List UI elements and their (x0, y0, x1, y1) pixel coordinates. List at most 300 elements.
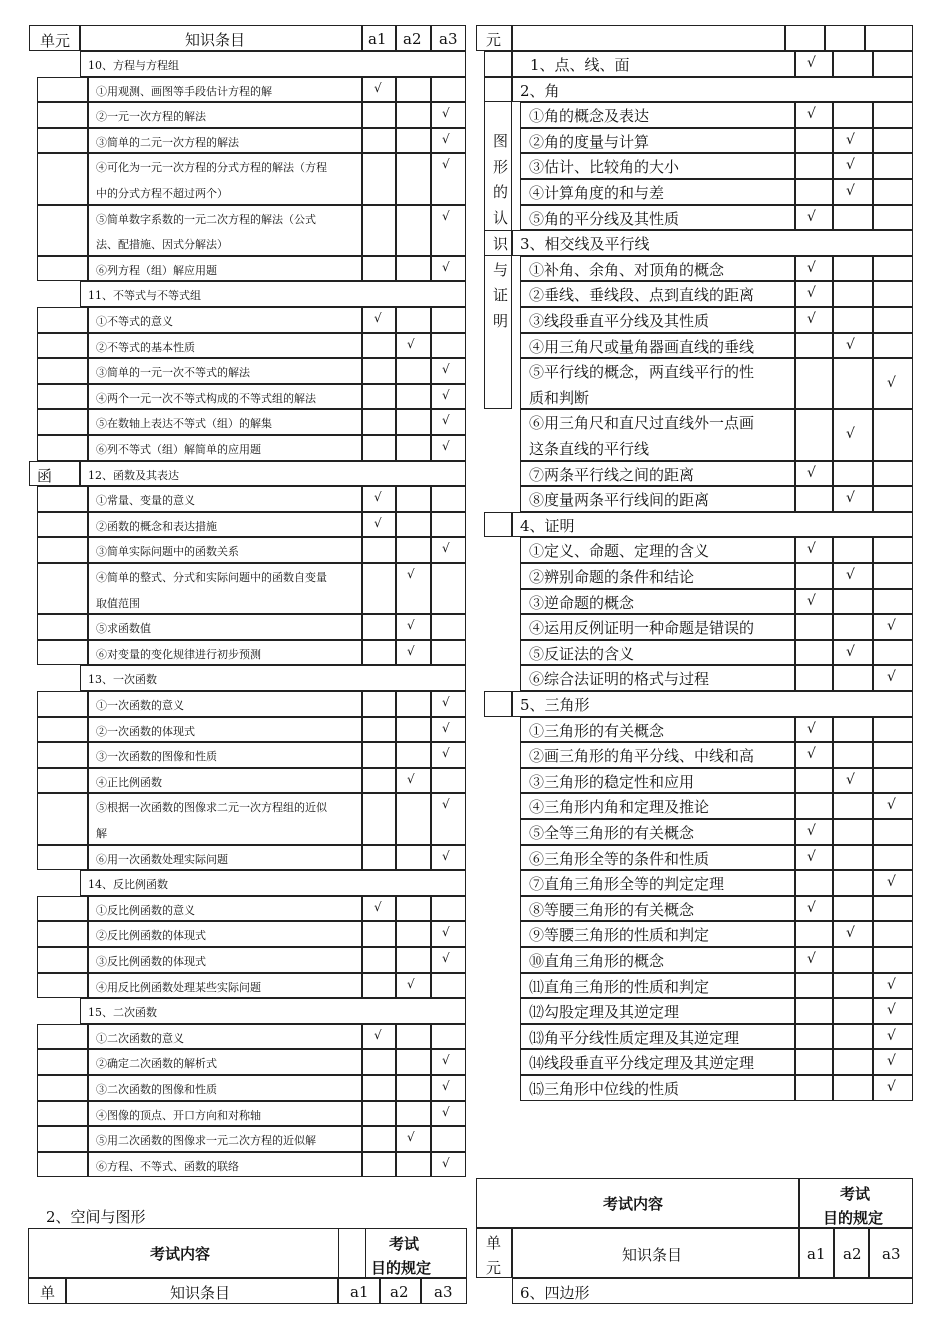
group-title: 11、不等式与不等式组 (88, 289, 201, 303)
row-a2-cell (833, 742, 873, 768)
row-item-text: 这条直线的平行线 (529, 440, 650, 458)
check-mark: √ (887, 1027, 896, 1044)
check-mark: √ (807, 848, 816, 865)
check-mark: √ (807, 285, 816, 302)
check-mark: √ (807, 208, 816, 225)
row-a3-cell (431, 768, 466, 794)
check-mark: √ (442, 259, 450, 274)
row-a3-cell (873, 947, 913, 973)
row-a3-cell (431, 486, 466, 512)
row-a2-cell (396, 1049, 431, 1075)
check-mark: √ (807, 720, 816, 737)
row-indent-cell (37, 307, 88, 333)
row-a1-cell (795, 973, 833, 999)
check-mark: √ (442, 541, 450, 556)
check-mark: √ (442, 439, 450, 453)
row-item-text: ⑩直角三角形的概念 (529, 952, 665, 970)
row-item-text: ③简单实际问题中的函数关系 (96, 545, 239, 559)
bottom-left-content-label: 考试内容 (150, 1245, 211, 1263)
group-unit-cell (484, 51, 512, 77)
row-item-text: ⑧度量两条平行线间的距离 (529, 491, 710, 510)
row-item-text: ④计算角度的和与差 (529, 184, 665, 202)
row-item-text: ⒀角平分线性质定理及其逆定理 (529, 1028, 740, 1047)
check-mark: √ (442, 720, 450, 735)
row-indent-cell (37, 384, 88, 410)
row-indent-cell (37, 1126, 88, 1152)
row-item-text: ④简单的整式、分式和实际问题中的函数自变量 (96, 571, 327, 584)
row-item-text: ④运用反例证明一种命题是错误的 (529, 619, 755, 638)
row-item-text: ③一次函数的图像和性质 (96, 750, 217, 764)
row-item-text: ①二次函数的意义 (96, 1031, 184, 1045)
row-item-text: ④两个一元一次不等式构成的不等式组的解法 (96, 391, 316, 405)
row-a2-cell (396, 307, 431, 333)
check-mark: √ (887, 375, 896, 391)
check-mark: √ (887, 1002, 896, 1019)
row-a1-cell (795, 179, 833, 205)
row-a3-cell (873, 128, 913, 154)
row-a3-cell (873, 563, 913, 589)
row-a2-cell (833, 870, 873, 896)
bottom-left-unit: 单 (40, 1284, 56, 1302)
row-indent-cell (37, 793, 88, 844)
check-mark: √ (807, 823, 816, 839)
row-a3-cell (873, 896, 913, 922)
row-a1-cell (362, 691, 396, 717)
bottom-left-a3: a3 (434, 1283, 453, 1301)
check-mark: √ (887, 797, 896, 814)
row-item-text: ⑤用二次函数的图像求一元二次方程的近似解 (96, 1134, 316, 1148)
check-mark: √ (442, 387, 450, 402)
row-a2-cell (396, 1101, 431, 1127)
bottom-left-item: 知识条目 (170, 1284, 231, 1302)
check-mark: √ (442, 157, 450, 172)
row-item-text: ⑥综合法证明的格式与过程 (529, 670, 710, 689)
row-item-text: ③二次函数的图像和性质 (96, 1083, 217, 1096)
row-indent-cell (37, 333, 88, 359)
check-mark: √ (407, 771, 415, 786)
row-a3-cell (431, 512, 466, 538)
row-item-text: 取值范围 (96, 596, 140, 610)
row-a3-cell (431, 973, 466, 999)
row-a1-cell (795, 921, 833, 947)
group-title: 12、函数及其表达 (88, 468, 179, 482)
row-indent-cell (37, 358, 88, 384)
row-a3-cell (873, 256, 913, 282)
check-mark: √ (374, 80, 382, 95)
row-a3-cell (873, 461, 913, 487)
row-a1-cell (795, 665, 833, 691)
row-a1-cell (795, 486, 833, 512)
check-mark: √ (807, 106, 816, 123)
row-indent-cell (37, 1152, 88, 1178)
row-item-text: ④用反比例函数处理某些实际问题 (96, 980, 261, 994)
bottom-right-rule-label-2: 目的规定 (823, 1209, 884, 1227)
check-mark: √ (374, 490, 382, 505)
check-mark: √ (846, 771, 855, 788)
header-a3-label: a3 (439, 30, 458, 48)
row-item-text: ④三角形内角和定理及推论 (529, 798, 710, 817)
row-item-text: ②函数的概念和表达措施 (96, 519, 217, 533)
row-item-text: ②垂线、垂线段、点到直线的距离 (529, 286, 755, 305)
row-a2-cell (833, 205, 873, 231)
row-a2-cell (396, 896, 431, 922)
row-a2-cell (833, 819, 873, 845)
header-a2-label: a2 (403, 30, 422, 48)
row-indent-cell (37, 973, 88, 999)
group-title: 3、相交线及平行线 (520, 235, 650, 254)
row-a1-cell (362, 1126, 396, 1152)
check-mark: √ (442, 951, 450, 965)
row-item-text: 解 (96, 827, 107, 840)
check-mark: √ (846, 336, 855, 353)
row-a3-cell (431, 1126, 466, 1152)
row-item-text: ⑥对变量的变化规律进行初步预测 (96, 647, 261, 661)
group-title: 1、点、线、面 (530, 56, 630, 74)
row-indent-cell (37, 1075, 88, 1101)
row-a3-cell (431, 896, 466, 922)
row-a3-cell (873, 205, 913, 231)
row-item-text: ④图像的顶点、开口方向和对称轴 (96, 1108, 261, 1122)
row-a3-cell (873, 742, 913, 768)
row-a2-cell (396, 845, 431, 871)
check-mark: √ (846, 183, 855, 199)
check-mark: √ (442, 746, 450, 761)
row-item-text: ②一次函数的体现式 (96, 724, 195, 738)
check-mark: √ (442, 208, 450, 223)
check-mark: √ (442, 362, 450, 377)
group-title: 10、方程与方程组 (88, 59, 179, 72)
row-a1-cell (795, 128, 833, 154)
row-item-text: ⑤求函数值 (96, 622, 151, 636)
row-a1-cell (362, 358, 396, 384)
header-unit-label: 单元 (40, 32, 71, 50)
row-indent-cell (37, 435, 88, 461)
group-title: 4、证明 (520, 516, 575, 535)
check-mark: √ (887, 1079, 896, 1095)
row-a2-cell (833, 1024, 873, 1050)
row-item-text: ①用观测、画图等手段估计方程的解 (96, 84, 272, 98)
row-a2-cell (833, 973, 873, 999)
group-title: 14、反比例函数 (88, 878, 168, 892)
row-item-text: ①不等式的意义 (96, 315, 173, 328)
row-item-text: ⒁线段垂直平分线定理及其逆定理 (529, 1054, 755, 1073)
row-a3-cell (873, 819, 913, 845)
check-mark: √ (807, 592, 816, 609)
row-a1-cell (795, 640, 833, 666)
row-a3-cell (873, 153, 913, 179)
row-item-text: ②反比例函数的体现式 (96, 929, 206, 943)
check-mark: √ (442, 106, 450, 121)
row-a2-cell (396, 205, 431, 256)
row-a1-cell (362, 1075, 396, 1101)
row-item-text: ③线段垂直平分线及其性质 (529, 312, 710, 330)
side-label-char: 明 (493, 311, 509, 330)
row-indent-cell (37, 77, 88, 103)
row-indent-cell (37, 537, 88, 563)
check-mark: √ (807, 55, 816, 71)
row-a2-cell (396, 256, 431, 282)
row-a1-cell (362, 563, 396, 614)
side-label-char: 形 (493, 157, 509, 176)
check-mark: √ (846, 567, 855, 583)
row-item-text: ⑤反证法的含义 (529, 644, 635, 663)
header-item-label: 知识条目 (185, 31, 246, 49)
row-indent-cell (37, 1049, 88, 1075)
row-item-text: ③三角形的稳定性和应用 (529, 772, 695, 791)
row-indent-cell (37, 896, 88, 922)
row-item-text: ⑥方程、不等式、函数的联络 (96, 1159, 239, 1173)
check-mark: √ (442, 1104, 450, 1119)
row-a3-cell (873, 486, 913, 512)
row-item-text: ⑥用一次函数处理实际问题 (96, 852, 228, 866)
row-item-text: ②不等式的基本性质 (96, 340, 195, 354)
row-a2-cell (833, 1075, 873, 1101)
row-item-text: ②辨别命题的条件和结论 (529, 568, 695, 586)
row-a2-cell (396, 1075, 431, 1101)
row-a1-cell (362, 768, 396, 794)
check-mark: √ (807, 541, 816, 558)
group-unit-cell (484, 691, 512, 717)
check-mark: √ (807, 746, 816, 763)
row-a3-cell (873, 921, 913, 947)
row-item-text: ③估计、比较角的大小 (529, 158, 680, 177)
row-a1-cell (795, 409, 833, 460)
row-a3-cell (873, 307, 913, 333)
row-a2-cell (833, 793, 873, 819)
check-mark: √ (407, 618, 415, 633)
group-title: 5、三角形 (520, 696, 590, 714)
row-a2-cell (396, 742, 431, 768)
row-item-text: ⑦两条平行线之间的距离 (529, 465, 695, 484)
check-mark: √ (442, 1155, 450, 1170)
row-a1-cell (795, 1024, 833, 1050)
bottom-right-a2: a2 (843, 1245, 862, 1263)
row-a1-cell (362, 205, 396, 256)
side-label-char: 图 (493, 132, 509, 150)
row-a1-cell (362, 921, 396, 947)
check-mark: √ (407, 567, 415, 581)
row-item-text: ②画三角形的角平分线、中线和高 (529, 747, 755, 766)
row-item-text: ④可化为一元一次方程的分式方程的解法（方程 (96, 161, 327, 175)
row-a1-cell (795, 768, 833, 794)
row-item-text: ⑤平行线的概念，两直线平行的性 (529, 363, 755, 382)
row-item-text: ⒂三角形中位线的性质 (529, 1080, 680, 1098)
bottom-left-rule-label-1: 考试 (389, 1235, 420, 1253)
row-item-text: ①常量、变量的意义 (96, 494, 195, 508)
row-a2-cell (396, 947, 431, 973)
check-mark: √ (407, 336, 415, 351)
row-a2-cell (833, 358, 873, 409)
row-a2-cell (833, 461, 873, 487)
row-indent-cell (37, 845, 88, 871)
row-item-text: ⑥用三角尺和直尺过直线外一点画 (529, 414, 755, 433)
row-a2-cell (833, 947, 873, 973)
row-a2-cell (396, 717, 431, 743)
header-a3-cell (865, 25, 913, 51)
row-a3-cell (873, 409, 913, 460)
row-a1-cell (795, 1049, 833, 1075)
row-a3-cell (873, 537, 913, 563)
row-a3-cell (431, 307, 466, 333)
row-item-text: ①补角、余角、对顶角的概念 (529, 260, 725, 279)
check-mark: √ (807, 464, 816, 481)
check-mark: √ (374, 311, 382, 325)
bottom-right-a3: a3 (882, 1245, 901, 1263)
row-indent-cell (37, 563, 88, 614)
side-label-char: 函 (37, 466, 53, 485)
row-a2-cell (396, 77, 431, 103)
check-mark: √ (846, 643, 855, 660)
row-a2-cell (833, 256, 873, 282)
check-mark: √ (442, 695, 450, 709)
check-mark: √ (407, 1130, 415, 1145)
header-a2-cell (825, 25, 865, 51)
row-a3-cell (431, 614, 466, 640)
row-a1-cell (795, 614, 833, 640)
row-a2-cell (396, 512, 431, 538)
row-a1-cell (362, 537, 396, 563)
side-label-char: 认 (493, 209, 509, 228)
row-item-text: ⑤简单数字系数的一元二次方程的解法（公式 (96, 212, 316, 226)
check-mark: √ (442, 413, 450, 428)
row-indent-cell (37, 256, 88, 282)
row-a2-cell (396, 409, 431, 435)
row-item-text: ②角的度量与计算 (529, 132, 650, 151)
row-a3-cell (431, 333, 466, 359)
row-a2-cell (396, 793, 431, 844)
row-indent-cell (37, 102, 88, 128)
row-item-text: ⑦直角三角形全等的判定定理 (529, 875, 725, 894)
row-a1-cell (362, 333, 396, 359)
row-indent-cell (37, 1024, 88, 1050)
row-a1-cell (795, 358, 833, 409)
row-a1-cell (362, 384, 396, 410)
check-mark: √ (887, 669, 896, 686)
check-mark: √ (846, 157, 855, 174)
row-a1-cell (795, 563, 833, 589)
row-a2-cell (396, 1024, 431, 1050)
row-item-text: ②确定二次函数的解析式 (96, 1057, 217, 1071)
row-indent-cell (37, 768, 88, 794)
check-mark: √ (807, 311, 816, 327)
bottom-right-next-group: 6、四边形 (520, 1284, 590, 1302)
row-a1-cell (362, 1101, 396, 1127)
check-mark: √ (887, 1053, 896, 1070)
row-a1-cell (362, 947, 396, 973)
row-a3-cell (873, 333, 913, 359)
row-a2-cell (396, 153, 431, 204)
row-a1-cell (362, 409, 396, 435)
row-a1-cell (362, 640, 396, 666)
row-item-text: ③简单的一元一次不等式的解法 (96, 366, 250, 380)
row-a3-cell (431, 1024, 466, 1050)
row-indent-cell (37, 742, 88, 768)
section-heading: 2、空间与图形 (46, 1208, 146, 1226)
check-mark: √ (407, 643, 415, 658)
check-mark: √ (374, 899, 382, 914)
row-item-text: ②一元一次方程的解法 (96, 110, 206, 124)
row-item-text: 中的分式方程不超过两个） (96, 187, 228, 200)
row-item-text: ①反比例函数的意义 (96, 903, 195, 917)
bottom-left-a1: a1 (350, 1283, 369, 1301)
check-mark: √ (846, 426, 855, 443)
row-a2-cell (396, 691, 431, 717)
check-mark: √ (442, 1079, 450, 1093)
row-item-text: ⑾直角三角形的性质和判定 (529, 977, 710, 996)
row-a1-cell (362, 742, 396, 768)
row-indent-cell (37, 947, 88, 973)
row-a2-cell (396, 921, 431, 947)
row-a1-cell (795, 793, 833, 819)
row-indent-cell (37, 128, 88, 154)
check-mark: √ (807, 951, 816, 967)
bottom-right-unit-1: 单 (486, 1234, 502, 1252)
row-a1-cell (362, 614, 396, 640)
row-item-text: ⑧等腰三角形的有关概念 (529, 900, 695, 919)
row-item-text: ①角的概念及表达 (529, 107, 650, 126)
row-a3-cell (873, 51, 913, 77)
row-a3-cell (873, 640, 913, 666)
row-a1-cell (362, 102, 396, 128)
row-item-text: ⑥列不等式（组）解简单的应用题 (96, 443, 261, 456)
row-a1-cell (362, 1152, 396, 1178)
row-a2-cell (833, 537, 873, 563)
row-item-text: ③反比例函数的体现式 (96, 955, 206, 968)
check-mark: √ (442, 1053, 450, 1068)
row-indent-cell (37, 614, 88, 640)
check-mark: √ (846, 131, 855, 148)
bottom-right-content-label: 考试内容 (603, 1195, 664, 1213)
row-a1-cell (362, 256, 396, 282)
row-indent-cell (37, 921, 88, 947)
check-mark: √ (846, 925, 855, 942)
bottom-right-unit-2: 元 (486, 1259, 502, 1277)
header-a1-label: a1 (368, 30, 387, 48)
row-item-text: ⑤在数轴上表达不等式（组）的解集 (96, 417, 272, 431)
row-item-text: ⑤全等三角形的有关概念 (529, 824, 695, 842)
row-indent-cell (37, 717, 88, 743)
check-mark: √ (442, 925, 450, 940)
row-item-text: 法、配措施、因式分解法） (96, 238, 228, 252)
group-title: 2、角 (520, 81, 560, 100)
row-item-text: ⑥列方程（组）解应用题 (96, 263, 217, 277)
row-item-text: ③逆命题的概念 (529, 593, 635, 612)
row-a2-cell (396, 435, 431, 461)
row-a3-cell (873, 102, 913, 128)
row-a2-cell (396, 486, 431, 512)
row-a1-cell (362, 1049, 396, 1075)
bottom-right-a1: a1 (807, 1245, 826, 1263)
row-a3-cell (873, 589, 913, 615)
bottom-left-a2: a2 (390, 1283, 409, 1301)
row-a3-cell (873, 281, 913, 307)
row-item-text: ⑨等腰三角形的性质和判定 (529, 926, 710, 945)
side-label-char: 与 (493, 260, 509, 279)
row-a2-cell (833, 102, 873, 128)
row-item-text: ⑤根据一次函数的图像求二元一次方程组的近似 (96, 801, 327, 815)
check-mark: √ (887, 618, 896, 635)
header-item-cell (512, 25, 785, 51)
row-a2-cell (833, 614, 873, 640)
row-a2-cell (396, 384, 431, 410)
row-a2-cell (396, 1152, 431, 1178)
group-title: 13、一次函数 (88, 673, 157, 687)
row-a3-cell (873, 768, 913, 794)
row-a1-cell (362, 845, 396, 871)
row-a3-cell (873, 717, 913, 743)
check-mark: √ (887, 976, 896, 993)
row-indent-cell (37, 409, 88, 435)
